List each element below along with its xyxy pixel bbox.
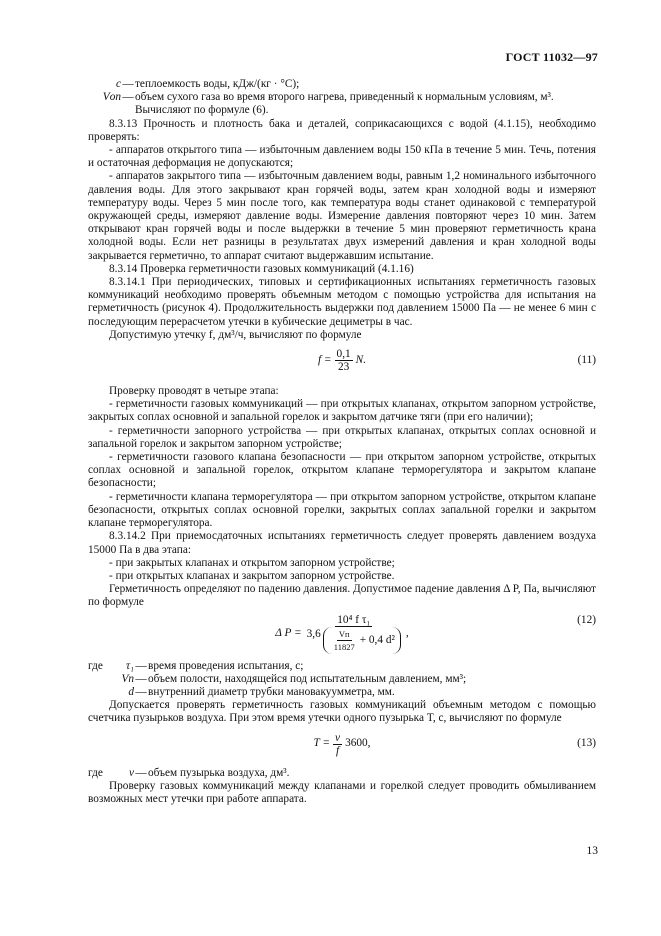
where-item	[88, 673, 596, 686]
acceptance-item: - при открытых клапанах и закрытом запорном устройстве.	[109, 569, 395, 582]
where-item	[88, 660, 596, 673]
numerator: v	[335, 731, 341, 744]
formula-13	[88, 732, 596, 757]
symbol: Vп	[121, 672, 134, 685]
symbol: c	[115, 78, 121, 90]
inner-numerator: Vп	[338, 628, 350, 639]
parenthesized-term	[323, 627, 401, 654]
definition-text: время проведения испытания, с;	[148, 659, 304, 672]
where-item	[88, 767, 596, 780]
denominator	[305, 627, 403, 654]
formula-lhs: T =	[313, 737, 331, 750]
definition-c	[88, 78, 596, 91]
leak-intro: Допустимую утечку f, дм³/ч, вычисляют по формуле	[109, 328, 362, 341]
definition-text: теплоемкость воды, кДж/(кг · °С);	[135, 78, 300, 90]
inner-denominator: 11827	[333, 641, 355, 652]
closed-type-apparatus: - аппаратов закрытого типа — избыточным давлением воды, равным 1,2 номинального избыточного давления воды. Для этого закрывают кран горячей воды, затем кран холодной воды и измеряют температуру воды. Через 5 мин после того, как температура воды станет одинаковой с температурой окружающей среды, измеряют давление воды. Измерение давления повторяют через 10 мин. Затем открывают кран горячей воды и после выдержки в течение 5 мин проверяют герметичность крана холодной воды. Если нет разницы в результатах двух измерений давления и кран холодной воды закрывается герметично, то аппарат считают выдержавшим испытание.	[88, 170, 596, 262]
inner-fraction	[332, 628, 357, 653]
symbol: d	[128, 685, 134, 698]
definition-text: объем полости, находящейся под испытательным давлением, мм³;	[148, 672, 467, 685]
formula-11	[88, 348, 596, 373]
page-content	[88, 78, 596, 806]
fraction	[335, 348, 353, 373]
formula-tail: ,	[405, 626, 409, 639]
dash: —	[135, 685, 147, 698]
equation-number: (11)	[577, 353, 596, 366]
numerator: 10⁴ f τ₁	[337, 613, 371, 626]
formula-rhs: 3600,	[345, 737, 371, 750]
definition-text: объем пузырька воздуха, дм³.	[148, 766, 290, 779]
formula-12	[88, 614, 596, 654]
where-item	[88, 686, 596, 699]
clause-8-3-14: 8.3.14 Проверка герметичности газовых коммуникаций (4.1.16)	[109, 262, 414, 275]
dash: —	[135, 766, 147, 779]
fraction	[305, 614, 403, 654]
bubble-method: Допускается проверять герметичность газовых коммуникаций объемным методом с помощью счетчика пузырьков воздуха. При этом время утечки одного пузырька T, с, вычисляют по формуле	[88, 699, 596, 725]
fraction	[333, 732, 342, 757]
document-header: ГОСТ 11032—97	[505, 50, 598, 64]
formula-lhs: Δ P =	[275, 626, 302, 639]
denominator-coefficient: 3,6	[306, 627, 321, 640]
symbol: Vоп	[102, 91, 121, 104]
equation-number: (13)	[577, 737, 596, 750]
formula-lhs: f =	[317, 353, 332, 366]
symbol: v	[128, 766, 134, 779]
dash: —	[122, 91, 134, 104]
equation-number: (12)	[577, 613, 596, 626]
final-paragraph: Проверку газовых коммуникаций между клапанами и горелкой следует проводить обмыливанием возможных мест утечки при работе аппарата.	[88, 779, 596, 805]
clause-8-3-13: 8.3.13 Прочность и плотность бака и деталей, соприкасающихся с водой (4.1.15), необходимо проверять:	[88, 117, 596, 143]
stage-item: - герметичности запорного устройства — при открытых клапанах, открытых соплах основной и запальной горелок и закрытом запорном устройстве;	[88, 424, 596, 450]
numerator: 0,1	[336, 348, 351, 361]
acceptance-item: - при закрытых клапанах и открытом запорном устройстве;	[109, 556, 395, 569]
denominator: f	[335, 744, 340, 757]
definition-vop	[88, 91, 596, 104]
stage-item: - герметичности газовых коммуникаций — при открытых клапанах, открытом запорном устройстве, закрытых соплах основной и запальной горелок и закрытом датчике тяги (при его наличии);	[88, 398, 596, 424]
page-number: 13	[586, 845, 598, 857]
clause-8-3-14-2: 8.3.14.2 При приемосдаточных испытаниях герметичность следует проверять давлением воздуха 15000 Па в два этапа:	[88, 530, 596, 556]
open-type-apparatus: - аппаратов открытого типа — избыточным давлением воды 150 кПа в течение 5 мин. Течь, потения и остаточная деформация не допускаются;	[88, 144, 596, 170]
symbol: τ₁	[126, 659, 134, 672]
clause-8-3-14-1: 8.3.14.1 При периодических, типовых и сертификационных испытаниях герметичность газовых коммуникаций необходимо проверять объемным методом с помощью устройства для испытания на герметичность (рисунок 4). Продолжительность выдержки под давлением 15000 Па — не менее 6 мин с последующим перерасчетом утечки в кубические дециметры в час.	[88, 276, 596, 328]
stage-item: - герметичности газового клапана безопасности — при открытом запорном устройстве, открытых соплах основной и запальной горелок, открытом клапане терморегулятора и закрытом клапане безопасности;	[88, 451, 596, 490]
dash: —	[122, 78, 134, 90]
definition-continuation: Вычисляют по формуле (6).	[135, 104, 269, 117]
stages-intro: Проверку проводят в четыре этапа:	[109, 385, 279, 398]
where-label: где	[88, 659, 103, 672]
pressure-intro: Герметичность определяют по падению давления. Допустимое падение давления Δ P, Па, вычисляют по формуле	[88, 583, 596, 609]
formula-rhs: N.	[355, 353, 367, 366]
inner-addend: + 0,4 d²	[359, 634, 395, 647]
denominator: 23	[337, 361, 350, 374]
definition-text: объем сухого газа во время второго нагрева, приведенный к нормальным условиям, м³.	[135, 91, 554, 104]
dash: —	[135, 659, 147, 672]
stage-item: - герметичности клапана терморегулятора — при открытом запорном устройстве, открытом клапане безопасности, открытых соплах основной горелки, закрытых соплах запальной горелки и закрытом клапане терморегулятора.	[88, 490, 596, 530]
where-label: где	[88, 766, 103, 779]
dash: —	[135, 672, 147, 685]
definition-text: внутренний диаметр трубки мановакуумметра, мм.	[148, 685, 395, 698]
